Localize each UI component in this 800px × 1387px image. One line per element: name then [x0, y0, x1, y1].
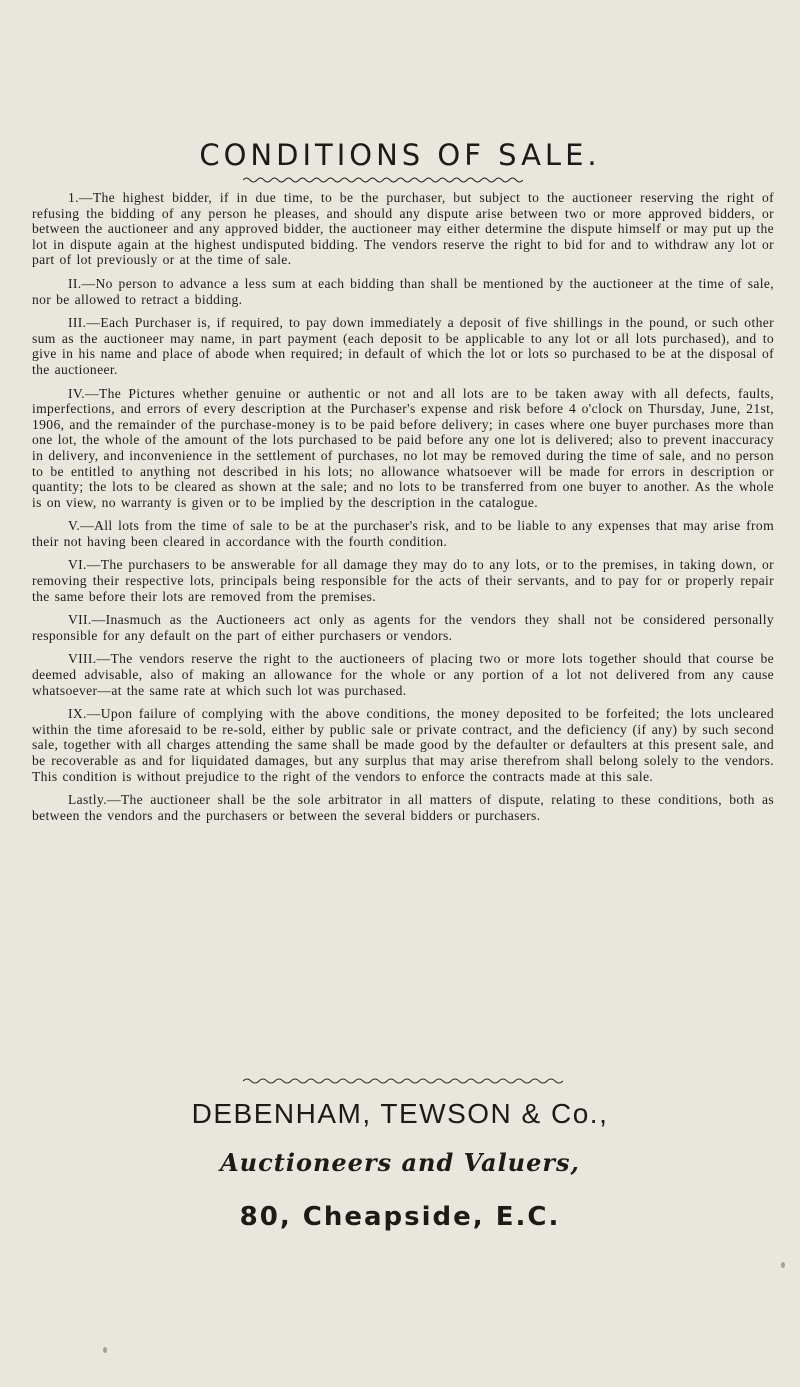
firm-name: DEBENHAM, TEWSON & Co.,	[191, 1098, 609, 1129]
condition-6: VI.—The purchasers to be answerable for all damage they may do to any lots, or to the premises, in taking down, or removing their respective lots, principals being responsible for the acts of their servants, and to pay for or properly repair the same before their lots are removed from the premises.	[32, 557, 774, 604]
page-mark-left	[103, 1347, 107, 1353]
condition-7: VII.—Inasmuch as the Auctioneers act only as agents for the vendors they shall not be considered personally responsible for any default on the part of either purchasers or vendors.	[32, 612, 774, 643]
page-mark-right	[781, 1262, 785, 1268]
condition-2: II.—No person to advance a less sum at each bidding than shall be mentioned by the auctioneer at the time of sale, nor be allowed to retract a bidding.	[32, 275, 774, 307]
condition-lastly: Lastly.—The auctioneer shall be the sole arbitrator in all matters of dispute, relating to these conditions, both as between the vendors and the purchasers or between the several bidders or purchasers.	[32, 792, 774, 823]
condition-8: VIII.—The vendors reserve the right to the auctioneers of placing two or more lots together should that course be deemed advisable, also of making an allowance for the whole or any portion of a lot not delivered from any cause whatsoever—at the same rate at which such lot was purchased.	[32, 651, 774, 698]
condition-3: III.—Each Purchaser is, if required, to pay down immediately a deposit of five shillings in the pound, or such other sum as the auctioneer may name, in part payment (each deposit to be applicable to any lot or all lots purchased), and to give in his name and place of abode when required; in default of which the lot or lots so purchased to be at the disposal of the auctioneer.	[32, 315, 774, 377]
wavy-rule-bottom	[243, 1077, 563, 1085]
firm-role: Auctioneers and Valuers,	[220, 1148, 580, 1177]
condition-5: V.—All lots from the time of sale to be at the purchaser's risk, and to be liable to any expenses that may arise from their not having been cleared in accordance with the fourth condition.	[32, 518, 774, 549]
firm-address: 80, Cheapside, E.C.	[239, 1202, 561, 1232]
wavy-rule-top	[243, 176, 523, 184]
condition-9: IX.—Upon failure of complying with the above conditions, the money deposited to be forfeited; the lots uncleared within the time aforesaid to be re-sold, either by public sale or private contract, and the deficiency (if any) by such second sale, together with all charges attending the same shall be made good by the defaulter or defaulters at this present sale, and be recoverable as and for liquidated damages, but any surplus that may arise therefrom shall belong solely to the vendors. This condition is without prejudice to the right of the vendors to enforce the contracts made at this sale.	[32, 706, 774, 784]
condition-4: IV.—The Pictures whether genuine or authentic or not and all lots are to be taken away with all defects, faults, imperfections, and errors of every description at the Purchaser's expense and risk before 4 o'clock on Thursday, June, 21st, 1906, and the remainder of the purchase-money is to be paid before delivery; in cases where one buyer purchases more than one lot, the whole of the amount of the lots purchased to be paid before any one lot is delivered; also to prevent inaccuracy in delivery, and inconvenience in the settlement of purchases, no lot may be removed during the time of sale, and no person to be entitled to anything not described in his lots; no allowance whatsoever will be made for errors in description or quantity; the lots to be cleared as shown at the sale; and no lots to be transferred from one buyer to another. As the whole is on view, no warranty is given or to be implied by the description in the catalogue.	[32, 385, 774, 510]
conditions-list	[32, 190, 774, 831]
page-title: CONDITIONS OF SALE.	[199, 138, 601, 172]
condition-1: 1.—The highest bidder, if in due time, to be the purchaser, but subject to the auctioneer reserving the right of refusing the bidding of any person he pleases, and should any dispute arise between two or more approved bidders, or between the auctioneer and any approved bidder, the auctioneer may either determine the dispute himself or may put up the lot in dispute again at the highest undisputed bidding. The vendors reserve the right to bid for and to withdraw any lot or part of lot previously or at the time of sale.	[32, 190, 774, 268]
